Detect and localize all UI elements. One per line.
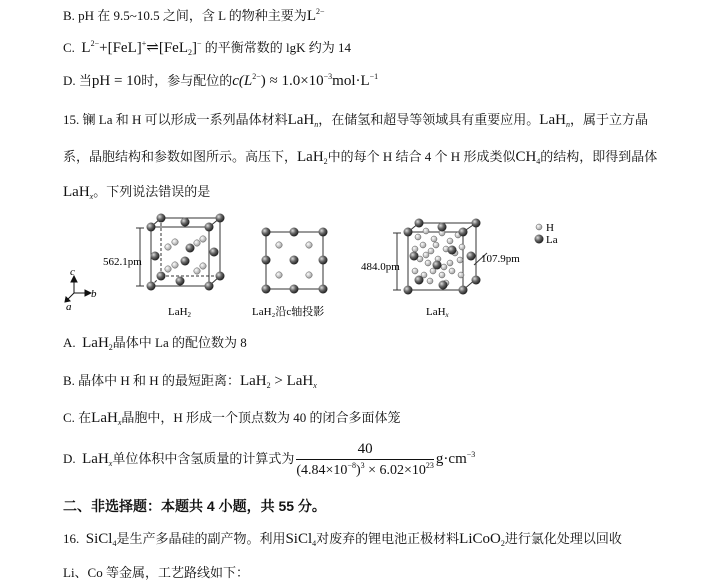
formula: c(L <box>232 73 253 89</box>
option-text: 单位体积中含氢质量的计算式为 <box>112 450 295 466</box>
question-text: ，在储氢和超导等领域具有重要应用。 <box>318 112 540 127</box>
subscript: 4 <box>112 539 117 548</box>
option-b <box>63 374 317 390</box>
lanthanum-legend-icon <box>535 235 544 244</box>
axis-indicator-icon <box>65 276 91 302</box>
subscript: 4 <box>312 539 317 548</box>
lah2-lattice-parameter: 562.1pm <box>103 256 142 268</box>
crystal-structure-figure <box>0 205 710 320</box>
formula: ) ≈ 1.0×10 <box>260 73 324 89</box>
subscript: x <box>117 418 122 427</box>
question-number: 16. <box>63 531 80 546</box>
question-text: 15. 镧 La 和 H 可以形成一系列晶体材料 <box>63 112 288 127</box>
lahx-lattice-parameter: 484.0pm <box>361 261 400 273</box>
subscript: x <box>108 458 113 468</box>
subscript: x <box>313 381 317 390</box>
axis-c-label: c <box>70 266 75 278</box>
density-fraction <box>296 442 434 478</box>
formula: LaH <box>82 450 109 467</box>
option-text: C. 在 <box>63 410 92 425</box>
option-a <box>63 336 247 352</box>
formula: LaH <box>539 112 566 128</box>
formula: [FeL <box>158 40 188 56</box>
equilibrium-arrow-icon: ⇌ <box>146 40 159 56</box>
charge: − <box>197 39 202 48</box>
option-text: 晶胞中，H 形成一个顶点数为 40 的闭合多面体笼 <box>121 410 401 425</box>
formula: L <box>306 8 316 24</box>
option-text: 时，参与配位的 <box>141 73 233 88</box>
option-text: B. 晶体中 H 和 H 的最短距离： <box>63 373 240 388</box>
q15-line-2 <box>63 150 657 166</box>
charge: 2− <box>315 7 325 16</box>
lah2-label: LaH2 <box>168 306 192 319</box>
formula: pH = 10 <box>91 73 142 89</box>
question-text: 。下列说法错误的是 <box>93 184 211 199</box>
lah2-projection <box>262 228 328 294</box>
question-text: 的结构，即得到晶体 <box>540 149 658 164</box>
subscript: x <box>89 192 94 201</box>
unit: mol·L <box>332 73 370 89</box>
option-label: C. <box>63 40 75 55</box>
option-b-prev <box>63 8 325 24</box>
formula: SiCl <box>85 531 113 547</box>
question-text: 对废弃的锂电池正极材料 <box>316 531 460 546</box>
formula: ] <box>192 40 197 56</box>
formula: LaH <box>63 184 90 200</box>
question-text: 系，晶胞结构和参数如图所示。高压下， <box>63 149 298 164</box>
subscript: 2 <box>188 48 192 57</box>
formula: LaH <box>297 149 324 165</box>
option-text: 的平衡常数的 lgK 约为 14 <box>204 40 352 55</box>
option-c <box>63 411 401 427</box>
subscript: 2 <box>500 539 505 548</box>
formula: SiCl <box>285 531 313 547</box>
unit: g·cm <box>435 450 467 467</box>
charge: 2− <box>252 72 261 81</box>
formula: LaH <box>91 410 118 426</box>
lah2-unit-cell <box>136 214 225 291</box>
lahx-bond-length: 107.9pm <box>481 253 520 265</box>
question-text: 中的每个 H 结合 4 个 H 形成类似 <box>327 149 516 164</box>
option-text: B. pH 在 9.5~10.5 之间，含 L 的物种主要为 <box>63 8 307 23</box>
lahx-unit-cell <box>393 219 487 295</box>
lahx-label: LaHx <box>426 306 449 319</box>
formula: CH <box>515 149 537 165</box>
subscript: n <box>314 120 319 129</box>
legend-label-h: H <box>546 222 554 234</box>
formula: LaH <box>287 112 315 128</box>
exponent: −3 <box>466 449 476 459</box>
q15-line-3 <box>63 185 210 201</box>
projection-label: LaH₂沿c轴投影 <box>252 306 325 318</box>
formula: LaH <box>286 373 314 389</box>
question-text: ，属于立方晶 <box>569 112 648 127</box>
question-text: 是生产多晶硅的副产物。利用 <box>116 531 286 546</box>
formula: LiCoO <box>459 531 501 547</box>
section-2-heading: 二、非选择题：本题共 4 小题，共 55 分。 <box>63 498 326 514</box>
exponent: −1 <box>369 72 379 81</box>
subscript: n <box>565 120 570 129</box>
formula: L <box>81 40 91 56</box>
option-d <box>63 442 475 478</box>
legend <box>535 222 558 246</box>
subscript: 2 <box>266 381 271 390</box>
operator: > <box>270 373 287 389</box>
subscript: 2 <box>108 343 113 352</box>
denominator: $(4.84\times 10^{-8})^3 \times 6.02\times 10^{23}$ <box>296 461 434 478</box>
q16-line-2: Li、Co 等金属，工艺路线如下： <box>63 565 249 580</box>
q15-line-1 <box>63 113 648 129</box>
formula: LaH <box>239 373 267 389</box>
option-d-prev <box>63 73 378 89</box>
charge: 2− <box>90 39 100 48</box>
option-label: A. <box>63 335 76 350</box>
legend-label-la: La <box>546 234 558 246</box>
axis-b-label: b <box>91 288 97 300</box>
option-text: D. 当 <box>63 73 92 88</box>
charge: + <box>141 39 147 48</box>
subscript: 2 <box>323 157 328 166</box>
option-text: 晶体中 La 的配位数为 8 <box>112 335 247 350</box>
option-label: D. <box>63 450 76 466</box>
hydrogen-legend-icon <box>536 224 542 230</box>
exponent: −3 <box>323 72 333 81</box>
q16-line-1 <box>63 532 622 548</box>
numerator: 40 <box>296 442 434 460</box>
formula: +[FeL] <box>99 40 142 56</box>
subscript: 4 <box>536 157 541 166</box>
axis-a-label: a <box>66 301 72 313</box>
formula: LaH <box>82 335 109 351</box>
question-text: 进行氯化处理以回收 <box>504 531 622 546</box>
option-c-prev <box>63 40 351 57</box>
